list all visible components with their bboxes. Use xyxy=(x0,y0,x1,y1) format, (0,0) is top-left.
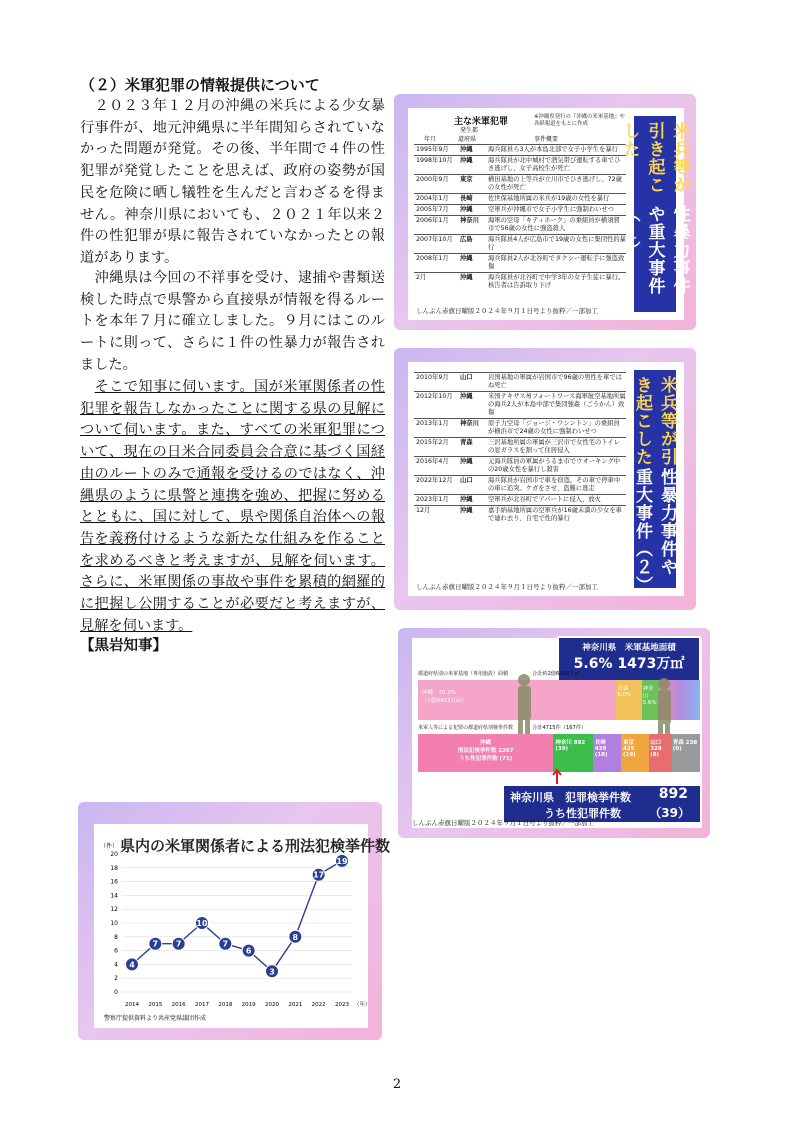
row-date: 2月 xyxy=(414,273,458,292)
y-tick-label: 14 xyxy=(110,892,118,900)
row-date: 12月 xyxy=(414,506,458,525)
crime-table-2 xyxy=(414,372,628,524)
crime-footer-header-b: うち性犯罪件数 xyxy=(544,807,621,820)
row-text: 海兵隊員2人が北谷町でタクシー運転手に強盗致傷 xyxy=(486,254,628,273)
row-text: 元海兵隊員の軍属がうるま市でウオーキング中の20歳女性を暴行し殺害 xyxy=(486,457,628,476)
series-line xyxy=(132,861,342,971)
table-row xyxy=(414,506,628,525)
row-text: 海兵隊員4人が広島市で19歳の女性に集団性的暴行 xyxy=(486,235,628,254)
y-tick-label: 16 xyxy=(110,878,118,886)
x-tick-label: 2015 xyxy=(148,1002,163,1008)
data-label: 8 xyxy=(292,932,299,942)
table-row xyxy=(414,495,628,506)
row-text: 空軍兵が沖縄市で女子小学生に強制わいせつ xyxy=(486,205,628,216)
crime-table-1-inner xyxy=(408,108,690,320)
table-row xyxy=(414,156,628,175)
question-indent xyxy=(80,379,95,395)
crime-bar-nagasaki: 長崎 439 (18) xyxy=(593,734,621,772)
row-pref: 沖縄 xyxy=(458,145,486,156)
crime-footer-value-a: 892 xyxy=(658,786,688,802)
row-date: 2004年1月 xyxy=(414,194,458,205)
chart-title: 県内の米軍関係者による刑法犯検挙件数 xyxy=(120,837,391,855)
section-heading: （２）米軍犯罪の情報提供について xyxy=(80,76,320,94)
row-date: 2000年9月 xyxy=(414,175,458,194)
table-1-vtitle-white: 性暴力事件や重大事件（１） xyxy=(619,204,690,295)
table-row xyxy=(414,254,628,273)
question-text: そこで知事に伺います。国が米軍関係者の性犯罪を報告しなかったことに関する県の見解について伺います。また、すべての米軍犯罪について、現在の日米合同委員会合意に基づく国経由のルートのみで通報を受けるのではなく、沖縄県のように県警と連携を強め、把握に努めるとともに、国に対して、県や関係自治体への報告を義務付けるような新たな仕組みを作ることを求めるべきと考えますが、見解を伺います。さらに、米軍関係の事故や事件を累積的網羅的に把握し公開することが必要だと考えますが、見解を伺います。 xyxy=(80,379,385,634)
y-tick-label: 10 xyxy=(110,920,118,927)
crime-total: 合計4715件（167件） xyxy=(532,725,587,731)
crime-footer-header-a: 神奈川県 犯罪検挙件数 xyxy=(510,791,631,804)
y-tick-label: 20 xyxy=(110,851,118,858)
row-text: 三沢基地所属の軍属が三沢市で女性宅のトイレの窓ガラスを割って住居侵入 xyxy=(486,438,628,457)
base-area-panel xyxy=(398,628,710,838)
x-tick-label: 2023 xyxy=(335,1002,349,1008)
row-text: 嘉手納基地所属の空軍兵が16歳未満の少女を車で連れ去り、自宅で性的暴行 xyxy=(486,506,628,525)
crime-bar xyxy=(418,734,700,772)
crime-bar-aomori: 青森 238 (0) xyxy=(672,734,700,772)
data-label: 19 xyxy=(336,856,348,866)
row-pref: 沖縄 xyxy=(458,205,486,216)
table-row xyxy=(414,235,628,254)
reply-label: 【黒岩知事】 xyxy=(80,638,167,654)
x-tick-label: 2020 xyxy=(265,1002,279,1008)
row-text: 海兵隊員ら3人が本島北部で女子小学生を暴行 xyxy=(486,145,628,156)
table-row xyxy=(414,273,628,292)
row-pref: 沖縄 xyxy=(458,457,486,476)
data-label: 7 xyxy=(222,939,229,949)
data-label: 7 xyxy=(152,939,159,949)
x-tick-label: 2018 xyxy=(218,1002,233,1008)
data-label: 4 xyxy=(129,960,135,970)
row-date: 1998年10月 xyxy=(414,156,458,175)
table-row xyxy=(414,175,628,194)
y-axis-unit: （件） xyxy=(100,843,119,850)
table-row xyxy=(414,145,628,156)
table-1-col-pref-top: 発生都 xyxy=(460,127,479,134)
table-1-vtitle-yellow: 米兵等が引き起こした xyxy=(619,122,690,194)
row-text: 佐世保基地所属の米兵が19歳の女性を暴行 xyxy=(486,194,628,205)
crime-chart-title: 米軍人等による犯罪の都道府県別検挙件数 xyxy=(418,725,514,731)
y-tick-label: 2 xyxy=(114,975,118,983)
row-text: 原子力空母「ジョージ・ワシントン」の乗組員が横浜市で24歳の女性に強制わいせつ xyxy=(486,419,628,438)
data-label: 17 xyxy=(313,870,325,880)
x-tick-label: 2022 xyxy=(311,1002,326,1008)
row-text: 海兵隊員が北中城村で酒気帯び運転する車でひき逃げし、女子高校生が死亡 xyxy=(486,156,628,175)
area-header: 神奈川県 米軍基地面積 xyxy=(582,643,676,653)
y-tick-label: 4 xyxy=(114,961,118,969)
row-pref: 山口 xyxy=(458,476,486,495)
table-row xyxy=(414,373,628,392)
row-pref: 沖縄 xyxy=(458,506,486,525)
row-pref: 神奈川 xyxy=(458,216,486,235)
row-date: 2023年1月 xyxy=(414,495,458,506)
y-tick-label: 6 xyxy=(114,947,118,955)
area-chart-title: 都道府県別の米軍基地（専用施設）面積 xyxy=(418,671,509,677)
table-1-note: ※沖縄県発行の『沖縄の米軍基地』や各紙報道をもとに作成 xyxy=(534,114,625,127)
y-tick-label: 8 xyxy=(114,933,118,941)
data-label: 3 xyxy=(269,967,275,977)
row-date: 2016年4月 xyxy=(414,457,458,476)
y-tick-label: 12 xyxy=(110,906,118,914)
table-row xyxy=(414,457,628,476)
crime-footer-value-b: （39） xyxy=(649,806,690,820)
row-pref: 山口 xyxy=(458,373,486,392)
table-row xyxy=(414,476,628,495)
table-row xyxy=(414,216,628,235)
x-tick-label: 2017 xyxy=(195,1002,209,1008)
table-row xyxy=(414,392,628,419)
page-number: 2 xyxy=(392,1077,402,1092)
x-tick-label: 2019 xyxy=(241,1002,256,1008)
row-pref: 沖縄 xyxy=(458,392,486,419)
row-text: 米国テキサス州フォートワース海軍航空基地所属の海兵2人が本島中部で集団強姦（ごうかん）致傷 xyxy=(486,392,628,419)
row-date: 2010年9月 xyxy=(414,373,458,392)
row-pref: 東京 xyxy=(458,175,486,194)
row-date: 2005年7月 xyxy=(414,205,458,216)
crime-table-panel-2 xyxy=(394,348,696,610)
row-pref: 沖縄 xyxy=(458,156,486,175)
table-row xyxy=(414,419,628,438)
paragraph-1: ２０２３年１２月の沖縄の米兵による少女暴行事件が、地元沖縄県に半年間知らされていなかった問題が発覚。その後、半年間で４件の性犯罪が発覚したことを思えば、政府の姿勢が国民を危険に晒し犠牲を生んだと言わざるを得ません。神奈川県においても、２０２１年以来２件の性犯罪が県に報告されていなかったとの報道があります。 xyxy=(80,98,385,266)
question-paragraph xyxy=(80,377,385,637)
area-bar-kanagawa: 神奈川 5.6% xyxy=(642,680,659,720)
crime-table-1 xyxy=(414,144,628,291)
y-tick-label: 18 xyxy=(110,864,118,872)
row-date: 2006年1月 xyxy=(414,216,458,235)
crime-bar-kanagawa: 神奈川 892 (39) xyxy=(553,734,592,772)
data-label: 6 xyxy=(245,946,252,956)
row-pref: 青森 xyxy=(458,438,486,457)
paragraph-2: 沖縄県は今回の不祥事を受け、逮捕や書類送検した時点で県警から直接県が情報を得るルートを本年７月に確立しました。９月にはこのルートに則って、さらに１件の性暴力が報告されました。 xyxy=(80,270,385,373)
row-text: 岩国基地の軍属が岩国市で96歳の男性を車ではね死亡 xyxy=(486,373,628,392)
table-2-vtitle-white: 性暴力事件や重大事件（２） xyxy=(632,468,677,595)
row-text: 海軍の空母「キティホーク」の乗組員が横須賀市で56歳の女性に強盗殺人 xyxy=(486,216,628,235)
table-1-title: 主な米軍犯罪 xyxy=(454,117,509,127)
row-pref: 長崎 xyxy=(458,194,486,205)
table-1-source: しんぶん赤旗日曜版２０２４年９月１日号より抜粋／一部加工 xyxy=(416,307,598,315)
row-text: 横田基地の上等兵が立川市でひき逃げし、72歳の女性が死亡 xyxy=(486,175,628,194)
data-label: 10 xyxy=(196,919,208,928)
crime-table-panel-1 xyxy=(394,94,696,330)
row-date: 2007年10月 xyxy=(414,235,458,254)
row-pref: 沖縄 xyxy=(458,495,486,506)
row-date: 2022年12月 xyxy=(414,476,458,495)
row-date: 1995年9月 xyxy=(414,145,458,156)
crime-table-2-inner xyxy=(408,362,684,596)
row-date: 2012年10月 xyxy=(414,392,458,419)
table-2-vertical-title xyxy=(626,362,684,596)
x-tick-label: 2016 xyxy=(171,1002,186,1008)
base-panel-source: しんぶん赤旗日曜版２０２４年９月１日号より抜粋／一部加工 xyxy=(412,819,594,827)
table-row xyxy=(414,438,628,457)
row-pref: 神奈川 xyxy=(458,419,486,438)
table-1-col-summary: 事件概要 xyxy=(534,136,559,143)
table-2-vtitle-yellow: 米兵等が引き起こした xyxy=(632,376,677,466)
area-total: 合計約2億6263万㎡ xyxy=(532,671,580,677)
row-pref: 沖縄 xyxy=(458,254,486,273)
chart-source: 警察庁提供資料より共産党県議団作成 xyxy=(104,1015,207,1022)
crime-bar-tokyo: 東京 425 (19) xyxy=(621,734,649,772)
table-1-vertical-title xyxy=(619,108,690,320)
crime-bar-okinawa: 沖縄 刑法犯検挙件数 2267 うち性犯罪件数 (71) xyxy=(418,734,553,772)
table-1-col-pref: 道府県 xyxy=(458,136,477,143)
row-text: 海兵隊員が岩国市で車を窃盗。その車で停車中の車に追突。ケガをさせ、盗難に逃走 xyxy=(486,476,628,495)
area-bar-okinawa: 沖縄 70.3% （1億8453万㎡） xyxy=(418,680,616,720)
table-row xyxy=(414,205,628,216)
data-label: 7 xyxy=(175,939,182,949)
row-pref: 沖縄 xyxy=(458,273,486,292)
table-2-source: しんぶん赤旗日曜版２０２４年９月１日号より抜粋／一部加工 xyxy=(416,583,598,591)
row-date: 2008年1月 xyxy=(414,254,458,273)
y-tick-label: 0 xyxy=(114,989,118,996)
x-axis-unit: （年） xyxy=(354,1002,371,1008)
table-row xyxy=(414,194,628,205)
area-value: 5.6% 1473万㎡ xyxy=(573,656,685,672)
x-tick-label: 2021 xyxy=(288,1002,303,1008)
crime-bar-yamaguchi: 山口 328 (8) xyxy=(649,734,672,772)
row-date: 2013年1月 xyxy=(414,419,458,438)
row-text: 空軍兵が北谷町でアパートに侵入、放火 xyxy=(486,495,628,506)
table-1-col-year: 年月 xyxy=(424,136,437,143)
row-text: 海兵隊員が北谷町で中学3年の女子生徒に暴行。核告者は告訴取り下げ xyxy=(486,273,628,292)
base-area-inner xyxy=(412,638,702,828)
area-bar-aomori: 青森 9.0% xyxy=(616,680,641,720)
row-pref: 広島 xyxy=(458,235,486,254)
row-date: 2015年2月 xyxy=(414,438,458,457)
x-tick-label: 2014 xyxy=(125,1002,139,1008)
